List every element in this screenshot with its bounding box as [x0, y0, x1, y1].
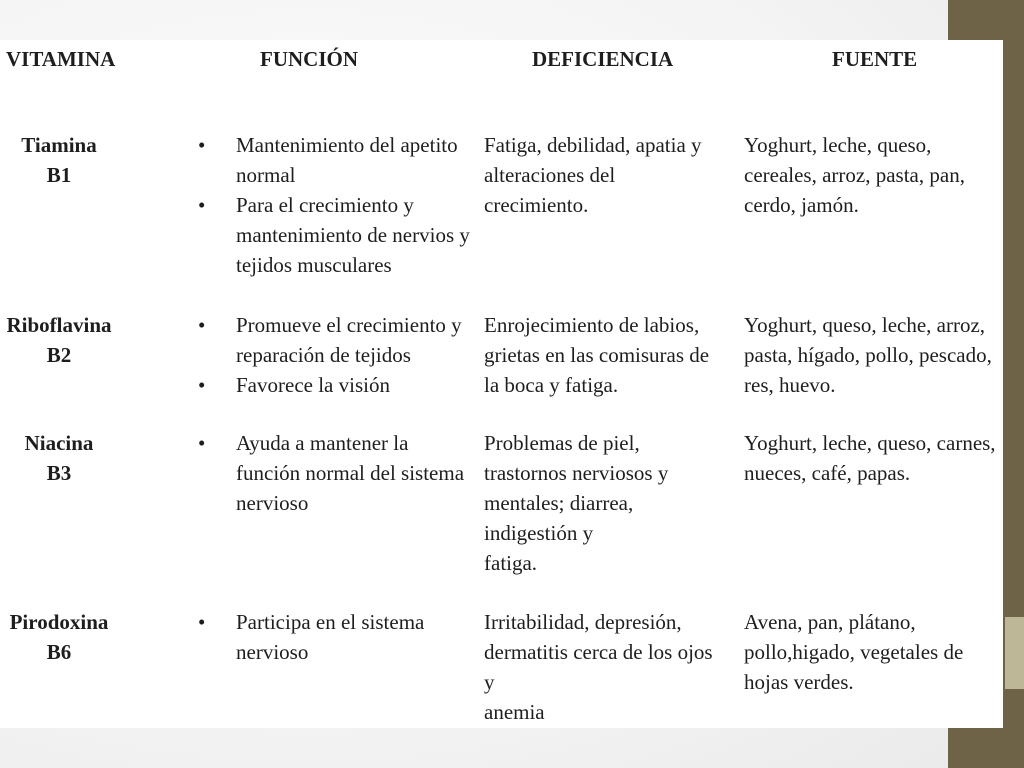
- function-item: • Mantenimiento del apetito normal: [198, 130, 470, 190]
- header-deficiencia: DEFICIENCIA: [532, 47, 674, 71]
- vitamin-label: [0, 428, 118, 488]
- function-item: • Ayuda a mantener la función normal del sistema nervioso: [198, 428, 470, 518]
- deficiency-line: Problemas de piel, trastornos nerviosos y mentales; diarrea, indigestión y: [484, 431, 669, 545]
- vitamin-code: B3: [46, 461, 72, 485]
- function-list: [198, 607, 470, 667]
- vitamin-label: [0, 607, 118, 667]
- vitamin-name: Tiamina: [21, 133, 97, 157]
- function-item: • Para el crecimiento y mantenimiento de nervios y tejidos musculares: [198, 190, 470, 280]
- source-text: Avena, pan, plátano, pollo,higado, vegetales de hojas verdes.: [744, 610, 964, 694]
- header-fuente: FUENTE: [832, 47, 918, 71]
- vitamin-code: B1: [46, 163, 72, 187]
- vitamin-name: Riboflavina: [6, 313, 112, 337]
- vitamin-code: B6: [46, 640, 72, 664]
- vitamin-code: B2: [46, 343, 72, 367]
- function-list: [198, 310, 470, 400]
- function-list: [198, 130, 470, 280]
- vitamin-name: Niacina: [24, 431, 94, 455]
- vitamin-label: [0, 130, 118, 190]
- deficiency-text: Fatiga, debilidad, apatia y alteraciones del crecimiento.: [484, 133, 702, 217]
- deficiency-text: [484, 428, 724, 578]
- deficiency-text: Enrojecimiento de labios, grietas en las comisuras de la boca y fatiga.: [484, 313, 710, 397]
- deficiency-text: [484, 607, 724, 727]
- deficiency-line: anemia: [484, 700, 545, 724]
- source-text: Yoghurt, leche, queso, cereales, arroz, pasta, pan, cerdo, jamón.: [744, 133, 965, 217]
- function-list: [198, 428, 470, 518]
- header-vitamina: VITAMINA: [6, 47, 116, 71]
- source-text: Yoghurt, leche, queso, carnes, nueces, café, papas.: [744, 431, 996, 485]
- vitamin-name: Pirodoxina: [9, 610, 109, 634]
- deficiency-line: fatiga.: [484, 551, 538, 575]
- vitamin-label: [0, 310, 118, 370]
- side-decoration-accent: [1005, 617, 1024, 689]
- source-text: Yoghurt, queso, leche, arroz, pasta, hígado, pollo, pescado, res, huevo.: [744, 313, 992, 397]
- function-item: • Participa en el sistema nervioso: [198, 607, 470, 667]
- function-item: • Favorece la visión: [198, 370, 470, 400]
- function-item: • Promueve el crecimiento y reparación de tejidos: [198, 310, 470, 370]
- header-funcion: FUNCIÓN: [260, 47, 358, 71]
- deficiency-line: Irritabilidad, depresión, dermatitis cerca de los ojos y: [484, 610, 713, 694]
